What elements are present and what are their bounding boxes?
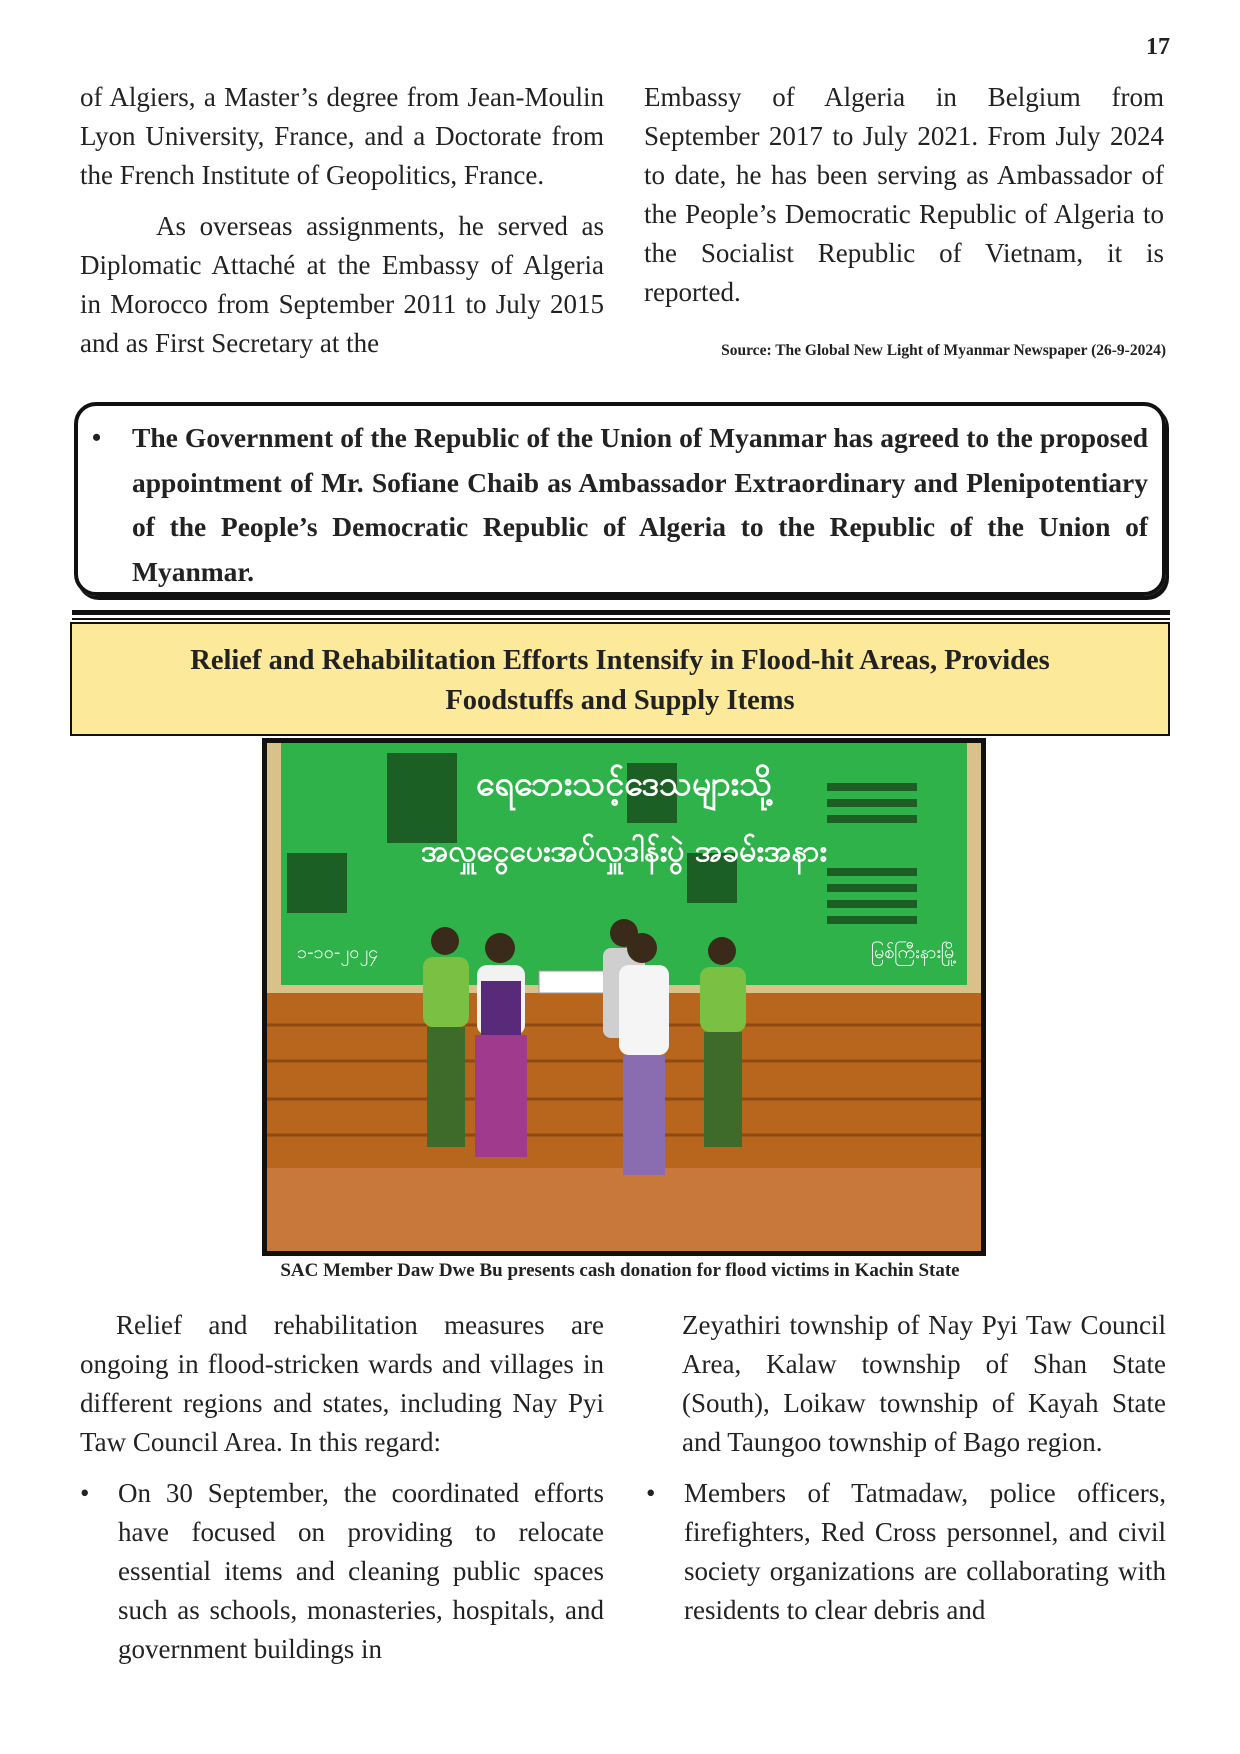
article-paragraph: Zeyathiri township of Nay Pyi Taw Council Area, Kalaw township of Shan State (South), Loikaw township of Kayah State and Taungoo township of Bago region. <box>682 1310 1166 1457</box>
photo-caption: SAC Member Daw Dwe Bu presents cash donation for flood victims in Kachin State <box>280 1260 960 1281</box>
source-credit: Source: The Global New Light of Myanmar Newspaper (26-9-2024) <box>721 342 1166 359</box>
article-column-bottom-left <box>80 1306 604 1669</box>
announcement-item <box>92 416 1148 594</box>
headline-line: Foodstuffs and Supply Items <box>445 685 795 716</box>
section-divider-thin <box>72 618 1170 620</box>
bullet-icon: • <box>92 423 102 452</box>
announcement-text: The Government of the Republic of the Union of Myanmar has agreed to the proposed appointment of Mr. Sofiane Chaib as Ambassador Extraordinary and Plenipotentiary of the People’s Democratic Republic of Algeria to the Republic of the Union of Myanmar. <box>132 422 1148 587</box>
list-item-text: On 30 September, the coordinated efforts have focused on providing to relocate essential items and cleaning public spaces such as schools, monasteries, hospitals, and government buildings in <box>118 1478 604 1664</box>
banner-place: မြစ်ကြီးနားမြို့ <box>870 942 957 963</box>
article-column-bottom-right <box>646 1306 1166 1630</box>
attendant-right <box>700 937 746 1147</box>
announcement-box <box>74 402 1166 596</box>
article-column-top-left <box>80 78 604 363</box>
banner-title-line1: ရေဘေးသင့်ဒေသများသို့ <box>475 764 773 804</box>
attendant-left <box>423 927 469 1147</box>
list-item-text: Members of Tatmadaw, police officers, firefighters, Red Cross personnel, and civil society organizations are collaborating with residents to clear debris and <box>684 1478 1166 1625</box>
banner-title-line2: အလှူငွေပေးအပ်လှူဒါန်းပွဲ အခမ်းအနား <box>420 834 828 869</box>
presenter-woman <box>475 933 527 1157</box>
section-divider <box>72 610 1170 615</box>
bullet-icon: • <box>646 1478 656 1508</box>
headline-line: Relief and Rehabilitation Efforts Intensify in Flood-hit Areas, Provides <box>190 645 1050 676</box>
article-paragraph: Embassy of Algeria in Belgium from September 2017 to July 2021. From July 2024 to date, he has been serving as Ambassador of the People’s Democratic Republic of Algeria to the Socialist Republic of Vietnam, it is reported. <box>644 82 1164 307</box>
recipient-man <box>619 933 669 1175</box>
banner-date: ၁-၁၀-၂၀၂၄ <box>297 942 379 963</box>
bullet-list <box>80 1474 604 1669</box>
list-item <box>80 1474 604 1669</box>
article-column-top-right <box>644 78 1164 312</box>
ceremony-photo-illustration <box>267 743 981 1251</box>
donation-envelope <box>539 971 609 993</box>
article-paragraph: As overseas assignments, he served as Diplomatic Attaché at the Embassy of Algeria in Morocco from September 2011 to July 2015 and as First Secretary at the <box>80 211 604 358</box>
page-number: 17 <box>1146 34 1170 60</box>
floor <box>267 1168 981 1251</box>
article-headline <box>70 622 1170 736</box>
list-item <box>646 1474 1166 1630</box>
bullet-list <box>646 1474 1166 1630</box>
bullet-icon: • <box>80 1478 90 1508</box>
news-photo <box>262 738 986 1256</box>
article-paragraph: Relief and rehabilitation measures are ongoing in flood-stricken wards and villages in different regions and states, including Nay Pyi Taw Council Area. In this regard: <box>80 1310 604 1457</box>
article-paragraph: of Algiers, a Master’s degree from Jean-Moulin Lyon University, France, and a Doctorate from the French Institute of Geopolitics, France. <box>80 82 604 190</box>
